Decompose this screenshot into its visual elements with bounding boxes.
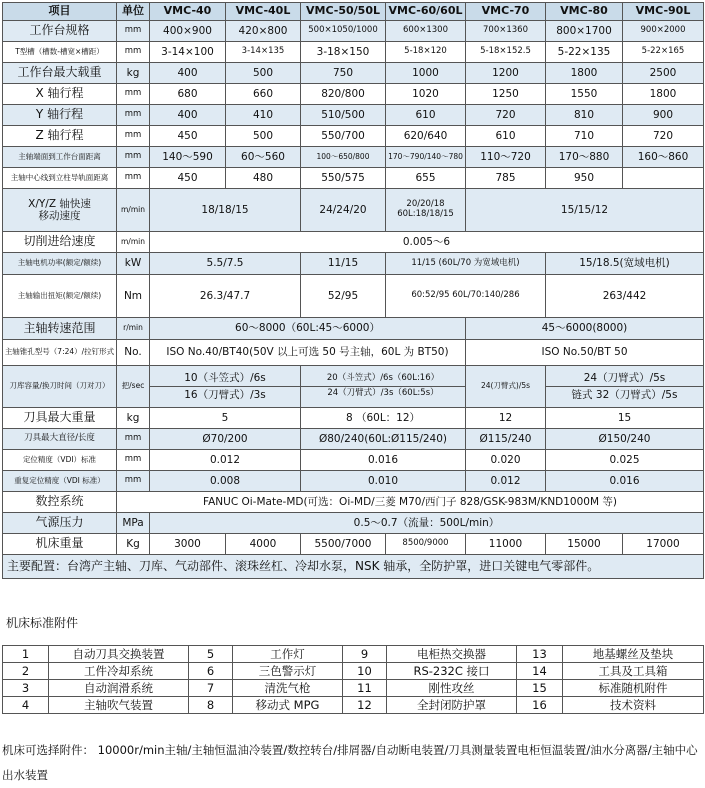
value-cell: 3-14×100 <box>150 42 226 63</box>
accessory-number: 14 <box>517 663 563 680</box>
header-cell: VMC-80 <box>546 3 623 21</box>
row-label: 刀具最大直径/长度 <box>3 429 117 450</box>
value-cell: 0.025 <box>546 450 704 471</box>
value-cell: 500×1050/1000 <box>301 21 386 42</box>
value-cell: 0.016 <box>301 450 466 471</box>
value-cell: 510/500 <box>301 105 386 126</box>
row-unit: m/min <box>117 189 150 232</box>
spec-row-tool-diameter <box>3 429 704 450</box>
standard-accessories-table <box>2 645 704 714</box>
value-cell: 820/800 <box>301 84 386 105</box>
value-cell: 600×1300 <box>386 21 466 42</box>
row-unit: mm <box>117 21 150 42</box>
value-cell: 5-18×120 <box>386 42 466 63</box>
accessory-number: 12 <box>343 697 387 714</box>
row-unit: mm <box>117 471 150 492</box>
value-cell: 0.5～0.7（流量：500L/min） <box>150 513 704 534</box>
value-cell: 100～650/800 <box>301 147 386 168</box>
row-unit: mm <box>117 429 150 450</box>
spec-row-repeatability <box>3 471 704 492</box>
value-cell: 18/18/15 <box>150 189 301 232</box>
value-cell: Ø115/240 <box>466 429 546 450</box>
value-cell: FANUC Oi-Mate-MD(可选：Oi-MD/三菱 M70/西门子 828/GSK-983M/KND1000M 等) <box>117 492 704 513</box>
header-cell: VMC-70 <box>466 3 546 21</box>
value-cell: 750 <box>301 63 386 84</box>
value-cell: 0.012 <box>466 471 546 492</box>
header-cell: 单位 <box>117 3 150 21</box>
row-label: 主轴端面到工作台面距离 <box>3 147 117 168</box>
value-cell: 5 <box>150 408 301 429</box>
header-cell: VMC-40 <box>150 3 226 21</box>
value-line: 链式 32（刀臂式）/5s <box>546 386 703 401</box>
value-line: 16（刀臂式）/3s <box>150 386 300 401</box>
accessory-name: 工具及工具箱 <box>563 663 704 680</box>
row-label: 主轴中心线到立柱导轨面距离 <box>3 168 117 189</box>
spec-row-max-load <box>3 63 704 84</box>
row-label: 主轴输出扭矩(额定/额续) <box>3 275 117 318</box>
row-unit: 把/sec <box>117 366 150 408</box>
header-cell: VMC-40L <box>226 3 301 21</box>
accessory-name: 主轴吹气装置 <box>49 697 189 714</box>
value-cell: 4000 <box>226 534 301 555</box>
row-label: 切削进给速度 <box>3 232 117 253</box>
value-line: 60L:18/18/15 <box>397 209 454 219</box>
value-cell: 24/24/20 <box>301 189 386 232</box>
row-unit: Nm <box>117 275 150 318</box>
spec-row-speed-range <box>3 318 704 340</box>
value-cell: ISO No.50/BT 50 <box>466 340 704 366</box>
row-unit: mm <box>117 105 150 126</box>
value-cell: 950 <box>546 168 623 189</box>
spec-row-taper <box>3 340 704 366</box>
value-cell: 550/700 <box>301 126 386 147</box>
value-cell: 1250 <box>466 84 546 105</box>
row-label: Z 轴行程 <box>3 126 117 147</box>
value-line: 20（斗笠式）/6s（60L:16） <box>326 373 440 384</box>
accessory-name: 移动式 MPG <box>233 697 343 714</box>
header-cell: VMC-60/60L <box>386 3 466 21</box>
value-cell: 160～860 <box>623 147 704 168</box>
value-cell: 17000 <box>623 534 704 555</box>
accessory-name: 工作灯 <box>233 646 343 663</box>
row-unit: kW <box>117 253 150 275</box>
value-cell: 450 <box>150 126 226 147</box>
spec-row-torque <box>3 275 704 318</box>
row-unit: mm <box>117 450 150 471</box>
value-cell: Ø80/240(60L:Ø115/240) <box>301 429 466 450</box>
header-cell: VMC-90L <box>623 3 704 21</box>
accessory-name: 电柜热交换器 <box>387 646 517 663</box>
accessory-number: 9 <box>343 646 387 663</box>
value-cell: 700×1360 <box>466 21 546 42</box>
accessory-number: 15 <box>517 680 563 697</box>
value-cell: 5500/7000 <box>301 534 386 555</box>
accessory-name: 全封闭防护罩 <box>387 697 517 714</box>
value-cell: 900 <box>623 105 704 126</box>
row-label: 工作台规格 <box>3 21 117 42</box>
value-cell <box>301 366 466 408</box>
header-cell: VMC-50/50L <box>301 3 386 21</box>
value-line: 24（刀臂式）/3s（60L:5s） <box>301 386 465 399</box>
value-cell: 1020 <box>386 84 466 105</box>
value-cell: 140～590 <box>150 147 226 168</box>
row-unit: MPa <box>117 513 150 534</box>
value-cell: 480 <box>226 168 301 189</box>
accessory-number: 5 <box>189 646 233 663</box>
value-cell: 5-22×165 <box>623 42 704 63</box>
value-cell: 610 <box>386 105 466 126</box>
value-cell: 450 <box>150 168 226 189</box>
value-cell: 110～720 <box>466 147 546 168</box>
accessory-number: 16 <box>517 697 563 714</box>
value-cell: 710 <box>546 126 623 147</box>
row-unit: mm <box>117 168 150 189</box>
value-cell: 620/640 <box>386 126 466 147</box>
accessory-name: 三色警示灯 <box>233 663 343 680</box>
value-cell: 680 <box>150 84 226 105</box>
value-cell: 60～8000（60L:45～6000） <box>150 318 466 340</box>
accessory-number: 4 <box>3 697 49 714</box>
value-cell: 2500 <box>623 63 704 84</box>
spec-row-air <box>3 513 704 534</box>
value-cell: Ø70/200 <box>150 429 301 450</box>
accessory-name: 自动润滑系统 <box>49 680 189 697</box>
value-cell: 60:52/95 60L/70:140/286 <box>386 275 546 318</box>
row-unit: mm <box>117 42 150 63</box>
row-label-line: X/Y/Z 轴快速 <box>28 197 91 210</box>
value-cell: 720 <box>623 126 704 147</box>
spec-table <box>2 2 704 579</box>
accessory-name: 标准随机附件 <box>563 680 704 697</box>
value-cell: 400×900 <box>150 21 226 42</box>
accessory-row <box>3 697 704 714</box>
value-cell: 400 <box>150 105 226 126</box>
spec-row-cnc <box>3 492 704 513</box>
row-label <box>3 189 117 232</box>
value-cell <box>386 189 466 232</box>
value-cell: 11/15 (60L/70 为宽域电机) <box>386 253 546 275</box>
value-cell: 170～880 <box>546 147 623 168</box>
spec-row-t-slot <box>3 42 704 63</box>
accessory-number: 8 <box>189 697 233 714</box>
value-cell: 5-18×152.5 <box>466 42 546 63</box>
value-cell: 400 <box>150 63 226 84</box>
value-cell: 11/15 <box>301 253 386 275</box>
accessory-name: RS-232C 接口 <box>387 663 517 680</box>
accessory-number: 2 <box>3 663 49 680</box>
value-cell: 15/18.5(宽域电机) <box>546 253 704 275</box>
value-cell: 24(刀臂式)/5s <box>466 366 546 408</box>
value-cell: 3000 <box>150 534 226 555</box>
spec-row-y-travel <box>3 105 704 126</box>
row-label: 重复定位精度（VDI 标准） <box>3 471 117 492</box>
value-cell: 785 <box>466 168 546 189</box>
value-cell: 550/575 <box>301 168 386 189</box>
value-cell: 1550 <box>546 84 623 105</box>
row-label: 刀具最大重量 <box>3 408 117 429</box>
accessory-name: 刚性攻丝 <box>387 680 517 697</box>
value-cell: 655 <box>386 168 466 189</box>
spec-row-x-travel <box>3 84 704 105</box>
value-cell: ISO No.40/BT40(50V 以上可选 50 号主轴，60L 为 BT50) <box>150 340 466 366</box>
spec-row-spindle-center <box>3 168 704 189</box>
value-cell: 1200 <box>466 63 546 84</box>
accessory-number: 13 <box>517 646 563 663</box>
value-cell: 5.5/7.5 <box>150 253 301 275</box>
accessory-name: 技术资料 <box>563 697 704 714</box>
value-cell: 0.008 <box>150 471 301 492</box>
value-cell: 170～790/140～780 <box>386 147 466 168</box>
value-cell: 8 （60L：12） <box>301 408 466 429</box>
value-cell: 52/95 <box>301 275 386 318</box>
row-unit: Kg <box>117 534 150 555</box>
row-unit: mm <box>117 147 150 168</box>
row-label: 定位精度（VDI）标准 <box>3 450 117 471</box>
value-cell: 900×2000 <box>623 21 704 42</box>
value-cell <box>546 366 704 408</box>
value-cell: 1800 <box>623 84 704 105</box>
row-label-line: 移动速度 <box>38 210 81 222</box>
row-unit: kg <box>117 408 150 429</box>
accessory-name: 清洗气枪 <box>233 680 343 697</box>
accessory-name: 工件冷却系统 <box>49 663 189 680</box>
accessory-number: 11 <box>343 680 387 697</box>
accessory-number: 6 <box>189 663 233 680</box>
value-cell: 5-22×135 <box>546 42 623 63</box>
row-label: T型槽（槽数-槽宽×槽距） <box>3 42 117 63</box>
value-cell: 15/15/12 <box>466 189 704 232</box>
row-label: X 轴行程 <box>3 84 117 105</box>
row-label: 主轴转速范围 <box>3 318 117 340</box>
value-cell: Ø150/240 <box>546 429 704 450</box>
spec-row-positioning <box>3 450 704 471</box>
row-label: Y 轴行程 <box>3 105 117 126</box>
row-label: 气源压力 <box>3 513 117 534</box>
row-label: 机床重量 <box>3 534 117 555</box>
spec-row-worktable-size <box>3 21 704 42</box>
value-cell: 263/442 <box>546 275 704 318</box>
row-label: 主轴锥孔型号（7:24）/拉钉形式 <box>3 340 117 366</box>
row-unit: m/min <box>117 232 150 253</box>
value-cell: 8500/9000 <box>386 534 466 555</box>
row-label: 工作台最大载重 <box>3 63 117 84</box>
value-cell: 0.012 <box>150 450 301 471</box>
value-cell: 420×800 <box>226 21 301 42</box>
optional-accessories: 机床可选择附件： 10000r/min主轴/主轴恒温油冷装置/数控转台/排屑器/自动断电装置/刀具测量装置电柜恒温装置/油水分离器/主轴中心出水装置 <box>2 743 698 782</box>
value-cell: 15000 <box>546 534 623 555</box>
value-cell: 45～6000(8000) <box>466 318 704 340</box>
accessory-row <box>3 663 704 680</box>
spec-header-row <box>3 3 704 21</box>
value-cell: 0.010 <box>301 471 466 492</box>
accessory-row <box>3 646 704 663</box>
accessory-name: 自动刀具交换装置 <box>49 646 189 663</box>
value-cell: 3-18×150 <box>301 42 386 63</box>
value-cell: 660 <box>226 84 301 105</box>
value-cell: 800×1700 <box>546 21 623 42</box>
value-cell <box>623 168 704 189</box>
row-unit: mm <box>117 126 150 147</box>
value-line: 20/20/18 <box>406 199 445 210</box>
header-cell: 项目 <box>3 3 117 21</box>
spec-row-spindle-face <box>3 147 704 168</box>
accessory-row <box>3 680 704 697</box>
value-cell: 410 <box>226 105 301 126</box>
value-cell: 0.005～6 <box>150 232 704 253</box>
spec-row-rapid <box>3 189 704 232</box>
value-cell: 1800 <box>546 63 623 84</box>
accessory-number: 1 <box>3 646 49 663</box>
row-label: 主轴电机功率(额定/额续) <box>3 253 117 275</box>
value-cell: 610 <box>466 126 546 147</box>
value-cell: 500 <box>226 63 301 84</box>
spec-row-main-config <box>3 555 704 579</box>
row-unit: r/min <box>117 318 150 340</box>
spec-row-tool-magazine <box>3 366 704 408</box>
value-cell: 810 <box>546 105 623 126</box>
spec-row-z-travel <box>3 126 704 147</box>
value-cell: 12 <box>466 408 546 429</box>
main-config-note: 主要配置：台湾产主轴、刀库、气动部件、滚珠丝杠、冷却水泵，NSK 轴承，全防护罩，进口关键电气零部件。 <box>3 555 704 579</box>
value-cell: 26.3/47.7 <box>150 275 301 318</box>
accessory-number: 10 <box>343 663 387 680</box>
value-cell <box>150 366 301 408</box>
accessory-number: 3 <box>3 680 49 697</box>
accessory-name: 地基螺丝及垫块 <box>563 646 704 663</box>
row-unit: mm <box>117 84 150 105</box>
spec-row-weight <box>3 534 704 555</box>
value-cell: 1000 <box>386 63 466 84</box>
row-unit: kg <box>117 63 150 84</box>
value-line: 10（斗笠式）/6s <box>184 371 266 384</box>
value-cell: 0.020 <box>466 450 546 471</box>
value-line: 24（刀臂式）/5s <box>583 371 666 384</box>
spec-row-motor-power <box>3 253 704 275</box>
standard-accessories-title: 机床标准附件 <box>6 616 79 630</box>
value-cell: 3-14×135 <box>226 42 301 63</box>
value-cell: 500 <box>226 126 301 147</box>
value-cell: 11000 <box>466 534 546 555</box>
accessory-number: 7 <box>189 680 233 697</box>
value-cell: 15 <box>546 408 704 429</box>
row-label: 刀库容量/换刀时间（刀对刀） <box>3 366 117 408</box>
row-unit: No. <box>117 340 150 366</box>
row-label: 数控系统 <box>3 492 117 513</box>
spec-row-tool-weight <box>3 408 704 429</box>
spec-row-feed <box>3 232 704 253</box>
value-cell: 720 <box>466 105 546 126</box>
value-cell: 60～560 <box>226 147 301 168</box>
value-cell: 0.016 <box>546 471 704 492</box>
